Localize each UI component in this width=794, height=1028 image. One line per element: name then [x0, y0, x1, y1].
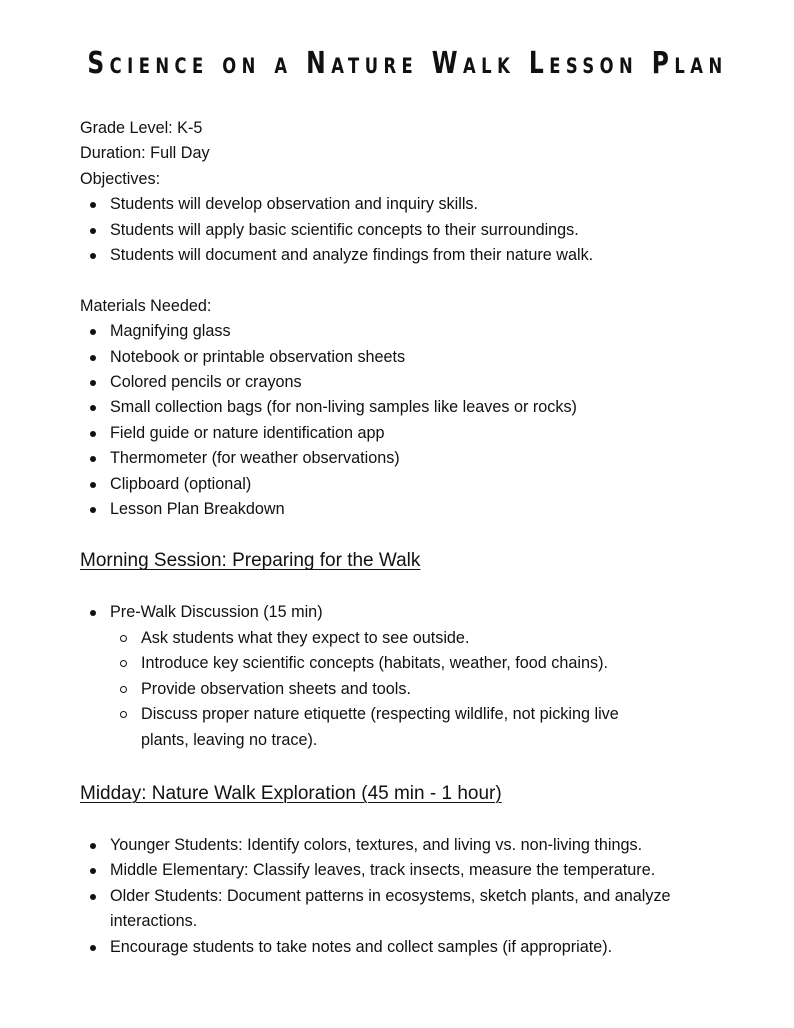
- morning-list: [80, 600, 760, 752]
- list-item: Magnifying glass: [80, 319, 760, 344]
- list-item: Clipboard (optional): [80, 472, 760, 497]
- list-item: Middle Elementary: Classify leaves, track insects, measure the temperature.: [80, 858, 760, 883]
- list-item: Students will document and analyze findings from their nature walk.: [80, 243, 760, 268]
- list-item: Field guide or nature identification app: [80, 421, 760, 446]
- pre-walk-discussion: Pre-Walk Discussion (15 min): [110, 603, 323, 622]
- sub-list-item: Provide observation sheets and tools.: [110, 677, 760, 702]
- midday-list: [80, 833, 760, 960]
- sub-list-item: Ask students what they expect to see outside.: [110, 626, 760, 651]
- sub-list-item: Introduce key scientific concepts (habitats, weather, food chains).: [110, 651, 760, 676]
- document-body: [80, 116, 760, 960]
- duration: Duration: Full Day: [80, 144, 210, 163]
- list-item: Encourage students to take notes and collect samples (if appropriate).: [80, 935, 760, 960]
- materials-label: Materials Needed:: [80, 296, 212, 315]
- pre-walk-sublist: [110, 626, 760, 753]
- objectives-list: [80, 192, 760, 268]
- objectives-label: Objectives:: [80, 169, 161, 188]
- list-item: Students will develop observation and inquiry skills.: [80, 192, 760, 217]
- list-item: Older Students: Document patterns in ecosystems, sketch plants, and analyze interactions.: [80, 884, 715, 935]
- sub-list-item: Discuss proper nature etiquette (respecting wildlife, not picking live plants, leaving no trace).: [110, 702, 661, 753]
- document-title: Science on a Nature Walk Lesson Plan: [87, 46, 728, 81]
- list-item: Younger Students: Identify colors, textures, and living vs. non-living things.: [80, 833, 760, 858]
- materials-list: [80, 319, 760, 522]
- list-item: Small collection bags (for non-living samples like leaves or rocks): [80, 395, 760, 420]
- grade-level: Grade Level: K-5: [80, 119, 203, 137]
- morning-session-heading: Morning Session: Preparing for the Walk: [80, 550, 421, 572]
- midday-heading: Midday: Nature Walk Exploration (45 min - 1 hour): [80, 782, 502, 804]
- list-item: Thermometer (for weather observations): [80, 446, 760, 471]
- list-item: Lesson Plan Breakdown: [80, 497, 760, 522]
- list-item: Colored pencils or crayons: [80, 370, 760, 395]
- list-item: Students will apply basic scientific concepts to their surroundings.: [80, 218, 760, 243]
- list-item: [80, 600, 760, 752]
- list-item: Notebook or printable observation sheets: [80, 345, 760, 370]
